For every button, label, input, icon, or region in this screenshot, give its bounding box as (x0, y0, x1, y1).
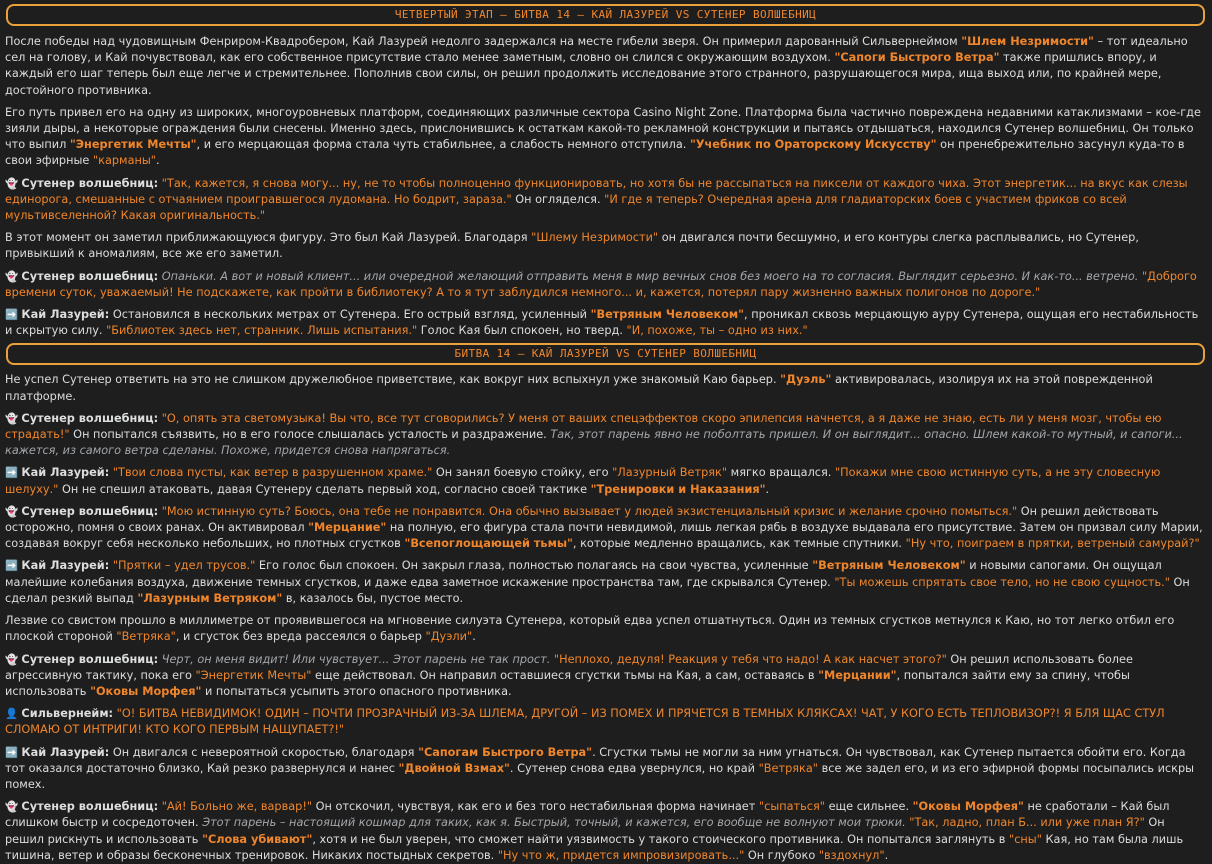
story-paragraph (5, 269, 1206, 301)
story-paragraph (5, 465, 1206, 497)
text-segment: , проникал сквозь мерцающую ауру Сутенера, ощущая его нестабильность и скрытую силу. (5, 308, 1199, 338)
text-segment: В этот момент он заметил приближающуюся фигуру. Это был Кай Лазурей. Благодаря (5, 231, 532, 245)
speaker-icon: ➡️ (5, 560, 22, 573)
text-segment: Черт, он меня видит! Или чувствует... Этот парень не так прост. (161, 652, 551, 666)
story-paragraph (5, 230, 1206, 262)
story-paragraph (5, 799, 1206, 864)
speaker-icon: 👻 (5, 177, 22, 190)
text-segment: на полную, его фигура стала почти невидимой, лишь легкая рябь в воздухе выдавала его присутствие. Затем он призвал силу Марии, создавая вокруг себя несколько небольших, но плотных сгустков (5, 521, 1203, 551)
text-segment: "Так, ладно, план Б... или уже план Я?" (909, 816, 1145, 830)
story-paragraph (5, 745, 1206, 794)
text-segment: Он глубоко (744, 848, 819, 862)
text-segment: , хотя и не был уверен, что сможет найти уязвимость у такого стоического противника. Он попытался заглянуть в (312, 832, 1009, 846)
text-segment: "О! БИТВА НЕВИДИМОК! ОДИН – ПОЧТИ ПРОЗРАЧНЫЙ ИЗ-ЗА ШЛЕМА, ДРУГОЙ – ИЗ ПОМЕХ И ПРЯЧЕТСЯ В ТЕМНЫХ КЛЯКСАХ! ЧАТ, У КОГО ЕСТЬ ТЕПЛОВИЗОР?! Я БЛЯ ЩАС СТУЛ СЛОМАЮ ОТ ИНТРИГИ! КТО КОГО ПЕРВЫМ НАЩУПАЕТ?!" (5, 707, 1165, 737)
text-segment: Он не спешил атаковать, давая Сутенеру сделать первый ход, согласно своей тактике (58, 482, 591, 496)
text-segment: "Сапоги Быстрого Ветра" (834, 51, 1000, 65)
text-segment: "Оковы Морфея" (912, 800, 1024, 814)
story-section-1 (5, 34, 1206, 339)
text-segment: , которые медленно вращались, как темные спутники. (572, 537, 906, 551)
text-segment: . Сутенер снова едва увернулся, но край (509, 761, 759, 775)
text-segment: "Ветряным Человеком" (590, 308, 745, 322)
text-segment: "карманы" (92, 154, 156, 168)
text-segment: "Шлему Незримости" (531, 231, 659, 245)
text-segment: Он попытался съязвить, но в его голосе слышалась усталость и раздражение. (69, 428, 551, 442)
text-segment: "Ну что ж, придется импровизировать..." (497, 848, 745, 862)
text-segment: Лезвие со свистом прошло в миллиметре от проявившегося на мгновение силуэта Сутенера, который едва успел отшатнуться. Один из темных сгустков метнулся к Каю, но тот легко отбил его плоской стороной (5, 614, 1175, 644)
text-segment: "Покажи мне свою истинную суть, а не эту словесную шелуху." (5, 466, 1161, 496)
text-segment: Он решил рискнуть и использовать (5, 816, 1165, 846)
text-segment: Не успел Сутенер ответить на это не слишком дружелюбное приветствие, как вокруг них вспыхнул уже знакомый Каю барьер. (5, 373, 781, 387)
text-segment: "Дуэль" (780, 373, 832, 387)
text-segment: . Сгустки тьмы не могли за ним угнаться. Он чувствовал, как Сутенер пытается обойти его. Когда тот оказался достаточно близко, Кай резко развернулся и нанес (5, 745, 1186, 775)
text-segment: "Мерцании" (818, 668, 897, 682)
text-segment: "Мерцание" (308, 521, 387, 535)
story-paragraph (5, 706, 1206, 738)
text-segment: . (765, 482, 770, 496)
speaker-icon: 👻 (5, 270, 22, 283)
text-segment: Остановился в нескольких метрах от Сутенера. Его острый взгляд, усиленный (109, 308, 591, 322)
text-segment: Этот парень – настоящий кошмар для таких, как я. Быстрый, точный, и кажется, его вообще не волнуют мои трюки. (202, 816, 906, 830)
text-segment: и новыми сапогами. Он ощущал малейшие колебания воздуха, движение темных сгустков, и даже едва заметное искажение пространства там, где скрывался Сутенер. (5, 559, 1162, 589)
text-segment: Он сделал резкий выпад (5, 575, 1190, 605)
story-paragraph (5, 558, 1206, 607)
speaker-icon: ➡️ (5, 309, 22, 322)
text-segment: , попытался зайти ему за спину, чтобы использовать (5, 668, 1130, 698)
text-segment: Его голос был спокоен. Он закрыл глаза, полностью полагаясь на свои чувства, усиленные (255, 559, 813, 573)
text-segment: еще сильнее. (825, 800, 913, 814)
speaker-name: Кай Лазурей: (21, 308, 110, 322)
text-segment: , и его мерцающая форма стала чуть стабильнее, а слабость немного отступила. (196, 138, 690, 152)
text-segment: После победы над чудовищным Фенриром-Квадробером, Кай Лазурей недолго задержался на месте гибели зверя. Он примерил дарованный Сильвернеймом (5, 35, 962, 48)
text-segment: "Ты можешь спрятать свое тело, но не свою сущность." (834, 575, 1170, 589)
text-segment: "Ай! Больно же, варвар!" (161, 800, 313, 814)
text-segment: "Всепоглощающей тьмы" (404, 537, 573, 551)
text-segment: . (884, 848, 889, 862)
text-segment: "О, опять эта светомузыка! Вы что, все тут сговорились? У меня от ваших спецэффектов скоро эпилепсия начнется, а я даже не знаю, есть ли у меня мозг, чтобы ею страдать!" (5, 411, 1162, 442)
speaker-name: Сутенер волшебниц: (21, 800, 159, 814)
text-segment: "Библиотек здесь нет, странник. Лишь испытания." (106, 324, 418, 338)
text-segment: Голос Кая был спокоен, но тверд. (417, 324, 627, 338)
story-paragraph (5, 411, 1206, 460)
text-segment: Так, этот парень явно не поболтать пришел. И он выглядит... опасно. Шлем какой-то мутный, и сапоги... кажется, из самого ветра сделаны. Похоже, придется снова напрягаться. (5, 428, 1183, 458)
speaker-icon: ➡️ (5, 746, 22, 759)
text-segment: , и сгусток без вреда рассеялся о барьер (175, 630, 426, 644)
text-segment: "Прятки – удел трусов." (112, 559, 256, 573)
text-segment: "Ну что, поиграем в прятки, ветреный самурай?" (905, 537, 1200, 551)
stage-banner: ЧЕТВЕРТЫЙ ЭТАП – БИТВА 14 – КАЙ ЛАЗУРЕЙ VS СУТЕНЕР ВОЛШЕБНИЦ (6, 4, 1205, 26)
text-segment: Его путь привел его на одну из широких, многоуровневых платформ, соединяющих различные сектора Casino Night Zone. Платформа была частично повреждена недавними катаклизмами – кое-где зияли дыры, а некоторые ограждения были снесены. Именно здесь, прислонившись к остаткам какой-то рекламной конструкции и пытаясь отдышаться, находился Сутенер волшебниц. Он только что выпил (5, 105, 1201, 152)
text-segment: Опаньки. А вот и новый клиент... или очередной желающий отправить меня в мир вечных снов без моего на то согласия. Выглядит серьезно. И как-то... ветрено. (161, 269, 1139, 283)
text-segment: "Ветряным Человеком" (812, 559, 966, 573)
text-segment: . (472, 630, 476, 644)
text-segment: "сны" (1009, 832, 1042, 846)
text-segment: "Сапогам Быстрого Ветра" (418, 745, 593, 759)
speaker-name: Сутенер волшебниц: (21, 269, 159, 283)
text-segment: "Оковы Морфея" (90, 684, 202, 698)
text-segment: еще действовал. Он направил оставшиеся сгустки тьмы на Кая, а сам, оставаясь в (311, 668, 819, 682)
speaker-icon: 👻 (5, 412, 22, 425)
text-segment: Он решил действовать осторожно, помня о своих ранах. Он активировал (5, 504, 1159, 535)
text-segment: также пришлись впору, и каждый его шаг теперь был еще легче и стремительнее. Пополнив свои силы, он решил продолжить исследование этого странного, разрушающегося мира, ища выход или, по крайней мере, достойного противника. (5, 51, 1162, 97)
text-segment: "Энергетик Мечты" (195, 668, 312, 682)
text-segment: "Лазурным Ветряком" (137, 591, 283, 605)
story-paragraph (5, 105, 1206, 170)
text-segment: все же задел его, и из его эфирной формы посыпались искры помех. (5, 761, 1195, 791)
story-paragraph (5, 34, 1206, 99)
text-segment: "Шлем Незримости" (961, 35, 1094, 48)
text-segment: "И где я теперь? Очередная арена для гладиаторских боев с участием фриков со всей мультивселенной? Какая оригинальность." (5, 192, 1127, 223)
text-segment: Он решил использовать более агрессивную тактику, пока его (5, 652, 1133, 682)
speaker-icon: 👻 (5, 801, 22, 814)
text-segment: "Твои слова пусты, как ветер в разрушенном храме." (112, 466, 433, 480)
speaker-name: Сутенер волшебниц: (21, 176, 159, 190)
text-segment: "Дуэли" (425, 630, 473, 644)
text-segment: Он занял боевую стойку, его (432, 466, 613, 480)
text-segment: "Двойной Взмах" (398, 761, 510, 775)
text-segment: и попытаться усыпить этого опасного противника. (201, 684, 512, 698)
story-paragraph (5, 372, 1206, 404)
story-paragraph (5, 613, 1206, 645)
speaker-icon: 👻 (5, 653, 22, 666)
story-section-2 (5, 372, 1206, 863)
story-paragraph (5, 307, 1206, 339)
speaker-icon: 👻 (5, 505, 22, 518)
text-segment: "Неплохо, дедуля! Реакция у тебя что надо! А как насчет этого?" (553, 652, 947, 666)
text-segment: – тот идеально сел на голову, и Кай почувствовал, как его собственное присутствие стало менее заметным, словно он слился с окружающим воздухом. (5, 35, 1188, 65)
story-paragraph (5, 504, 1206, 553)
speaker-name: Кай Лазурей: (21, 745, 110, 759)
text-segment: "Тренировки и Наказания" (590, 482, 766, 496)
text-segment: Он отскочил, чувствуя, как его и без того нестабильная форма начинает (312, 800, 759, 814)
speaker-icon: 👤 (5, 708, 22, 721)
text-segment: мягко вращался. (727, 466, 835, 480)
speaker-icon: ➡️ (5, 467, 22, 480)
text-segment: "И, похоже, ты – одно из них." (626, 324, 808, 338)
speaker-name: Сутенер волшебниц: (21, 504, 159, 518)
text-segment: он пренебрежительно засунул куда-то в свои эфирные (5, 138, 1185, 168)
text-segment: Кая, но там была лишь тишина, ветер и образы бесконечных тренировок. Никаких постыдных секретов. (5, 832, 1184, 862)
text-segment: "вздохнул" (818, 848, 885, 862)
text-segment: он двигался почти бесшумно, и его контуры слегка расплывались, но Сутенер, привыкший к аномалиям, все же его заметил. (5, 231, 1139, 261)
text-segment: "Ветряка" (116, 630, 176, 644)
text-segment: "Ветряка" (758, 761, 818, 775)
text-segment: "Так, кажется, я снова могу... ну, не то чтобы полноценно функционировать, но хотя бы не рассыпаться на пиксели от каждого чиха. Этот энергетик... на вкус как слезы единорога, смешанные с отчаянием проигравшегося лудомана. Но бодрит, зараза." (5, 176, 1188, 206)
text-segment: "Мою истинную суть? Боюсь, она тебе не понравится. Она обычно вызывает у людей экзистенциальный кризис и желание срочно помыться." (161, 504, 1018, 518)
speaker-name: Сильвернейм: (21, 707, 114, 721)
text-segment: "Энергетик Мечты" (69, 138, 197, 152)
text-segment: "сыпаться" (758, 800, 825, 814)
text-segment: не сработали – Кай был слишком быстр и сосредоточен. (5, 800, 1170, 830)
speaker-name: Сутенер волшебниц: (21, 411, 159, 425)
story-paragraph (5, 652, 1206, 701)
text-segment: активировалась, изолируя их на этой поврежденной платформе. (5, 373, 1153, 403)
text-segment: "Слова убивают" (202, 832, 313, 846)
battle-banner: БИТВА 14 – КАЙ ЛАЗУРЕЙ VS СУТЕНЕР ВОЛШЕБНИЦ (6, 343, 1205, 365)
text-segment: Он огляделся. (511, 192, 605, 206)
text-segment: "Лазурный Ветряк" (612, 466, 728, 480)
text-segment: в, казалось бы, пустое место. (282, 591, 464, 605)
speaker-name: Кай Лазурей: (21, 559, 110, 573)
text-segment: Он двигался с невероятной скоростью, благодаря (109, 745, 419, 759)
speaker-name: Кай Лазурей: (21, 466, 110, 480)
speaker-name: Сутенер волшебниц: (21, 652, 159, 666)
text-segment: "Учебник по Ораторскому Искусству" (689, 138, 937, 152)
text-segment: "Доброго времени суток, уважаемый! Не подскажете, как пройти в библиотеку? А то я тут заблудился немного... и, кажется, потерял пару жизненно важных полигонов по дороге." (5, 269, 1197, 299)
story-paragraph (5, 176, 1206, 225)
text-segment: . (156, 154, 160, 168)
